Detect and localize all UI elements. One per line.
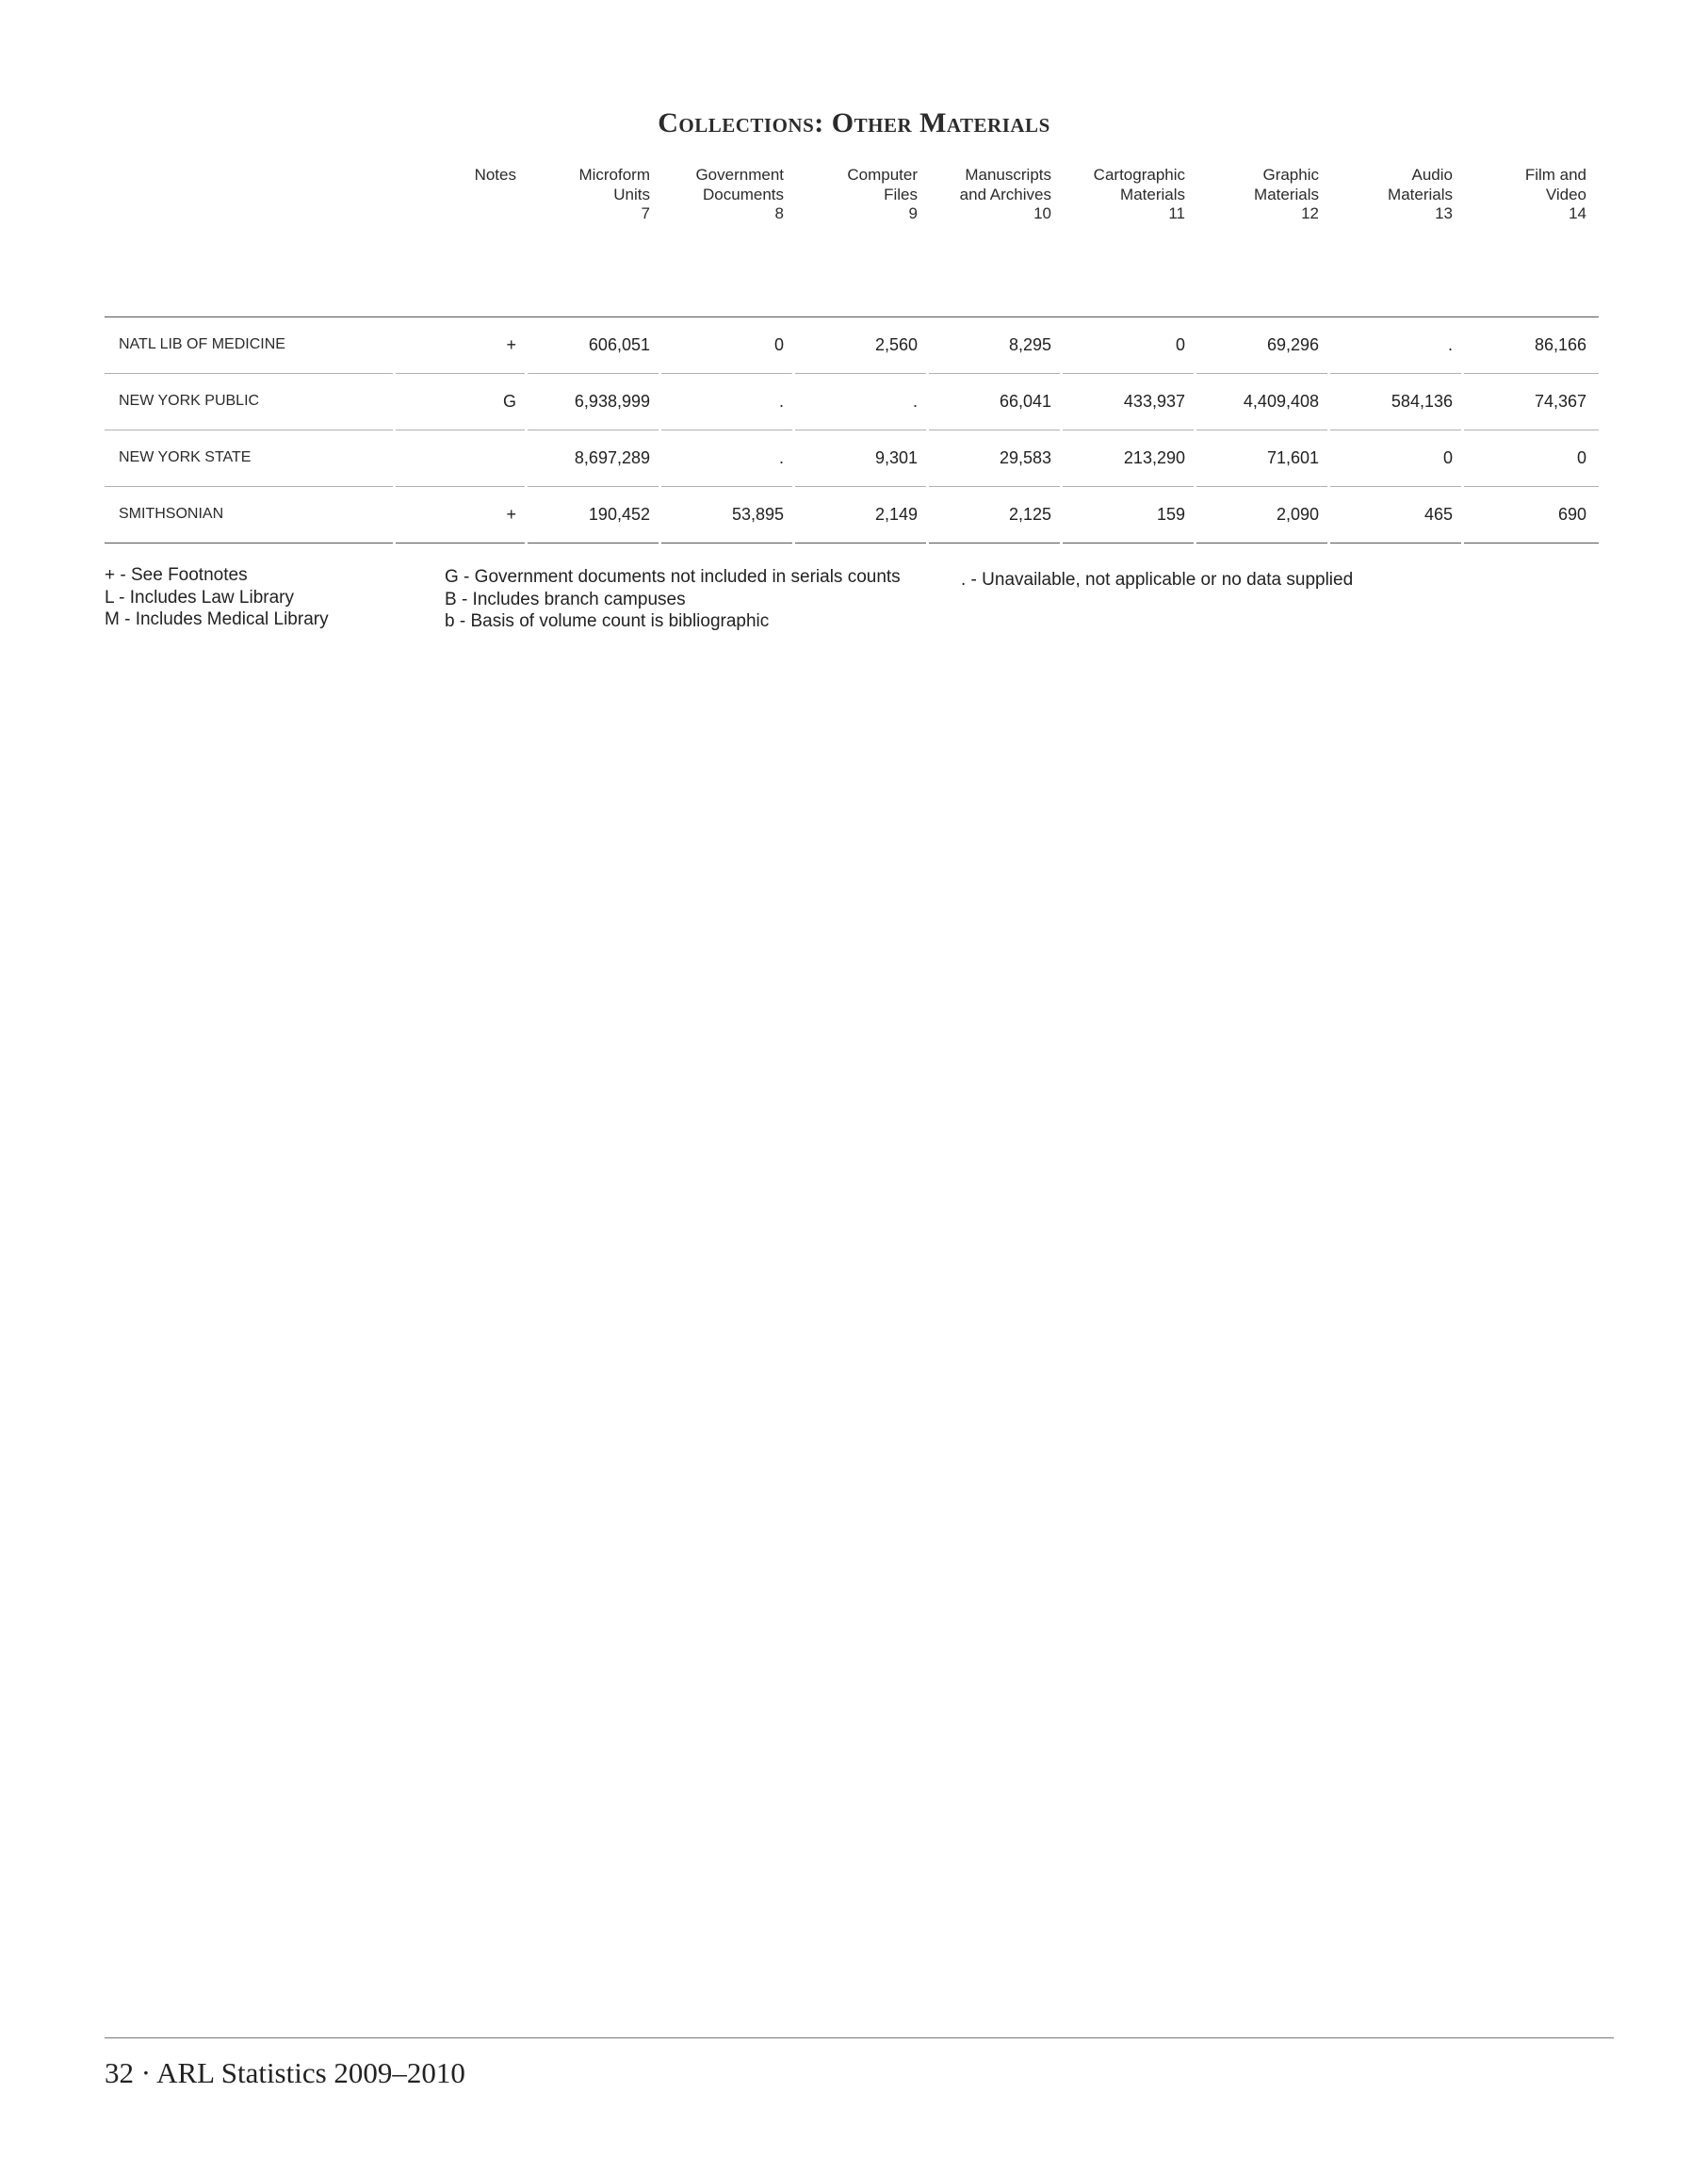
column-header-line: 12 bbox=[1301, 204, 1319, 222]
table-cell: 4,409,408 bbox=[1243, 392, 1319, 411]
legend-right bbox=[961, 569, 1353, 592]
column-header-line: 11 bbox=[1168, 204, 1185, 222]
table-cell: 8,697,289 bbox=[574, 448, 650, 467]
table-cell: 0 bbox=[1175, 335, 1185, 354]
table-cell: 465 bbox=[1423, 505, 1453, 524]
column-header-line: 7 bbox=[641, 204, 650, 222]
table-cell: 690 bbox=[1557, 505, 1586, 524]
column-header-line: Video bbox=[1545, 185, 1586, 203]
table-cell: . bbox=[1447, 335, 1453, 354]
column-header-line: Files bbox=[884, 185, 918, 203]
column-header-line: Audio bbox=[1411, 166, 1453, 184]
row-separator bbox=[1063, 543, 1194, 544]
column-header bbox=[1053, 166, 1185, 224]
row-separator bbox=[528, 543, 659, 544]
table-cell: 606,051 bbox=[588, 335, 650, 354]
column-header-line: Materials bbox=[1254, 185, 1319, 203]
column-header bbox=[1187, 166, 1319, 224]
legend-item: L - Includes Law Library bbox=[105, 587, 295, 608]
column-header-line: Government bbox=[695, 166, 784, 184]
table-cell: 0 bbox=[1442, 448, 1453, 467]
table-cell: . bbox=[778, 392, 784, 411]
column-header-line: 9 bbox=[908, 204, 918, 222]
table-cell: 584,136 bbox=[1391, 392, 1453, 411]
legend-item: b - Basis of volume count is bibliographic bbox=[445, 611, 770, 631]
column-header bbox=[1321, 166, 1453, 224]
row-separator bbox=[105, 543, 393, 544]
footer-rule bbox=[105, 2037, 1614, 2038]
table-cell: 159 bbox=[1156, 505, 1185, 524]
table-cell: 2,090 bbox=[1276, 505, 1319, 524]
column-header-line: and Archives bbox=[959, 185, 1051, 203]
legend-item: . - Unavailable, not applicable or no data supplied bbox=[961, 570, 1354, 590]
table-cell: 69,296 bbox=[1266, 335, 1319, 354]
column-header-line: Cartographic bbox=[1093, 166, 1185, 184]
legend-item: M - Includes Medical Library bbox=[105, 609, 329, 629]
page-title: Collections: Other Materials bbox=[658, 107, 1050, 138]
table-cell: 213,290 bbox=[1123, 448, 1185, 467]
column-header-line: 14 bbox=[1569, 204, 1586, 222]
row-separator bbox=[795, 543, 926, 544]
column-header-line: Manuscripts bbox=[965, 166, 1051, 184]
row-separator bbox=[661, 543, 792, 544]
column-header-line: Graphic bbox=[1262, 166, 1319, 184]
legend-left bbox=[105, 564, 329, 631]
table-row bbox=[0, 430, 1708, 487]
column-header-line: Notes bbox=[474, 166, 516, 184]
row-separator bbox=[1464, 543, 1599, 544]
table-cell: 86,166 bbox=[1534, 335, 1586, 354]
table-cell: G bbox=[502, 392, 516, 411]
column-header bbox=[652, 166, 784, 224]
table-row bbox=[0, 374, 1708, 430]
table-cell: 66,041 bbox=[999, 392, 1051, 411]
table-cell: 433,937 bbox=[1123, 392, 1185, 411]
row-separator bbox=[929, 543, 1060, 544]
row-label: NEW YORK STATE bbox=[119, 449, 252, 465]
column-header-line: 10 bbox=[1033, 204, 1051, 222]
row-separator bbox=[396, 543, 525, 544]
row-separator bbox=[1330, 543, 1461, 544]
table-cell: 190,452 bbox=[588, 505, 650, 524]
table-cell: 29,583 bbox=[999, 448, 1051, 467]
column-header-line: Units bbox=[613, 185, 650, 203]
table-cell: + bbox=[506, 335, 516, 354]
row-separator bbox=[1196, 543, 1327, 544]
table-cell: 2,149 bbox=[874, 505, 918, 524]
table-cell: 2,125 bbox=[1008, 505, 1051, 524]
table-cell: 74,367 bbox=[1534, 392, 1586, 411]
legend-middle bbox=[445, 566, 901, 633]
row-label: SMITHSONIAN bbox=[119, 506, 224, 522]
column-header-line: Materials bbox=[1120, 185, 1185, 203]
table-cell: 0 bbox=[1576, 448, 1586, 467]
table-cell: . bbox=[912, 392, 918, 411]
table-cell: 71,601 bbox=[1266, 448, 1319, 467]
page-footer: 32 · ARL Statistics 2009–2010 bbox=[105, 2056, 465, 2089]
column-header bbox=[919, 166, 1051, 224]
table-cell: 6,938,999 bbox=[574, 392, 650, 411]
column-header bbox=[384, 166, 516, 186]
column-header-line: Computer bbox=[847, 166, 918, 184]
legend-item: G - Government documents not included in serials counts bbox=[445, 567, 901, 587]
column-header-line: 8 bbox=[774, 204, 784, 222]
table-row bbox=[0, 317, 1708, 374]
table-cell: . bbox=[778, 448, 784, 467]
table-cell: 9,301 bbox=[874, 448, 918, 467]
table-cell: 0 bbox=[773, 335, 784, 354]
table-cell: + bbox=[506, 505, 516, 524]
row-label: NATL LIB OF MEDICINE bbox=[119, 336, 285, 352]
column-header-line: Microform bbox=[578, 166, 650, 184]
column-header bbox=[1455, 166, 1586, 224]
table-cell: 2,560 bbox=[874, 335, 918, 354]
table-cell: 8,295 bbox=[1008, 335, 1051, 354]
column-header-line: Materials bbox=[1388, 185, 1453, 203]
legend-item: + - See Footnotes bbox=[105, 565, 248, 585]
column-header-line: 13 bbox=[1435, 204, 1453, 222]
legend-item: B - Includes branch campuses bbox=[445, 589, 686, 609]
row-label: NEW YORK PUBLIC bbox=[119, 393, 260, 409]
column-header-line: Documents bbox=[703, 185, 784, 203]
table-cell: 53,895 bbox=[731, 505, 784, 524]
column-header bbox=[518, 166, 650, 224]
column-header bbox=[786, 166, 918, 224]
table-row bbox=[0, 487, 1708, 544]
column-header-line: Film and bbox=[1524, 166, 1586, 184]
